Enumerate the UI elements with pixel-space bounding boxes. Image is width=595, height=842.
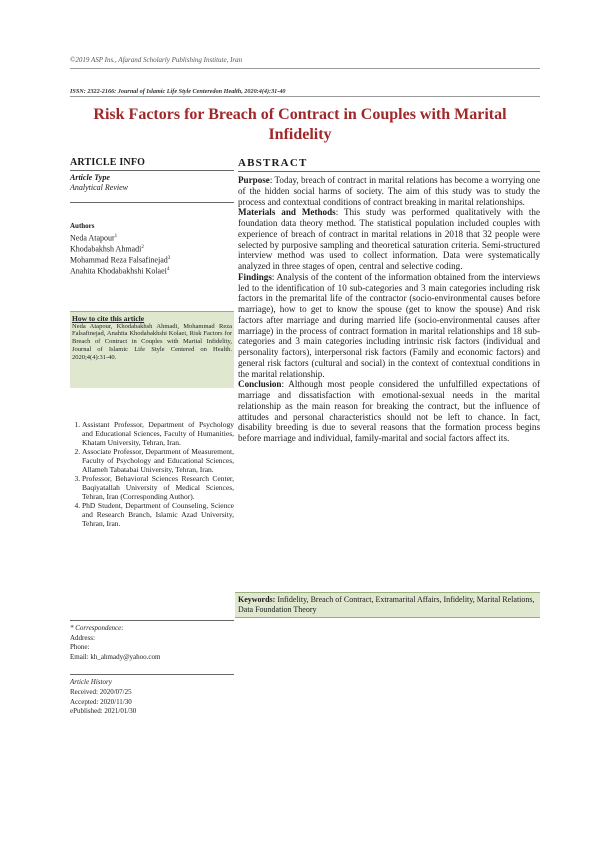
- issn-line: ISSN: 2322-2166: Journal of Islamic Life Style Centeredon Health, 2020:4(4):31-40: [70, 88, 286, 95]
- how-to-cite-heading: How to cite this article: [72, 314, 145, 323]
- citation-text: Neda Atapour, Khodabakhsh Ahmadi, Mohammad Reza Falsafinejad, Anahita Khodabakhshi Kolaei, Risk Factors for Breach of Contract in Couples with Marital Infidelity, Journal of Islamic Life Style Centered on Health. 2020;4(4):31-40.: [72, 322, 232, 361]
- affiliation-item: 4. PhD Student, Department of Counseling, Science and Research Branch, Islamic Azad University, Tehran, Iran.: [82, 501, 234, 528]
- author-item: Khodabakhsh Ahmadi$^2$: [70, 244, 144, 254]
- abstract-purpose: Purpose: Today, breach of contract in marital relations has become a worrying one of the hidden social harms of society. The aim of this study was to study the process and contextual conditions of contract breaking in marital relationships.: [238, 175, 540, 207]
- affiliation-item: 3. Professor, Behavioral Sciences Research Center, Baqiyatallah University of Medical Sciences, Tehran, Iran (Corresponding Author).: [82, 474, 234, 501]
- correspondence-rule: [70, 620, 234, 621]
- keywords-text: Infidelity, Breach of Contract, Extramarital Affairs, Infidelity, Marital Relations, Data Foundation Theory: [238, 595, 535, 614]
- header-rule: [70, 68, 540, 69]
- abstract-findings: Findings: Analysis of the content of the information obtained from the interviews led to the identification of 10 sub-categories and 3 main categories including risk factors in the premarital life of the contractor (socio-environmental causes before marriage), how to get to know the spouse (get to know the spouse) And risk factors after marriage and during married life (socio-environmental causes after marriage) in the process of contract formation in marital relationships and 18 sub-categories and 3 main categories including intrinsic risk factors (individual and personality factors), interpersonal risk factors (Family and economic factors) and general risk factors (cultural and social) in the context of contextual conditions in the marital relationship.: [238, 271, 540, 379]
- history-rule: [70, 674, 234, 675]
- keywords-box: [235, 592, 540, 618]
- abstract-conclusion: Conclusion: Although most people considered the unfulfilled expectations of marriage and dissatisfaction with emotional-sexual needs in the marital relationship as the main reason for breaking the contract, but the influence of attitudes and personal characteristics should not be left to chance. In fact, disability breeding is due to several reasons that the formation process begins before marriage and individual, family-marital and social factors affect its.: [238, 379, 540, 443]
- abstract-rule: [238, 171, 540, 172]
- author-item: Anahita Khodabakhshi Kolaei$^4$: [70, 267, 170, 276]
- how-to-cite-box: [70, 311, 234, 388]
- author-item: Neda Atapour$^1$: [70, 233, 118, 243]
- affiliations-list: [70, 420, 234, 528]
- abstract-heading: ABSTRACT: [238, 157, 308, 169]
- received-date: Received: 2020/07/25: [70, 687, 132, 696]
- article-info-rule: [70, 170, 234, 171]
- article-info-heading: ARTICLE INFO: [70, 157, 146, 168]
- author-item: Mohammad Reza Falsafinejad$^3$: [70, 255, 171, 265]
- correspondence-label: * Correspondence:: [70, 624, 124, 632]
- authors-label: Authors: [70, 222, 95, 230]
- article-type-value: Analytical Review: [70, 182, 128, 192]
- abstract-body: [238, 175, 540, 444]
- paper-title: Risk Factors for Breach of Contract in Couples with Marital Infidelity: [93, 106, 507, 143]
- email-line: Email: kh_ahmady@yahoo.com: [70, 652, 161, 661]
- authors-block: [70, 222, 234, 277]
- phone-label: Phone:: [70, 643, 90, 652]
- epublished-date: ePublished: 2021/01/30: [70, 707, 137, 716]
- accepted-date: Accepted: 2020/11/30: [70, 697, 132, 706]
- affiliation-item: 2. Associate Professor, Department of Measurement, Faculty of Psychology and Educational Sciences, Allameh Tabatabai University, Tehran, Iran.: [82, 447, 234, 474]
- abstract-block: [238, 157, 540, 444]
- keywords-label: Keywords:: [238, 595, 276, 604]
- abstract-methods: Materials and Methods: This study was performed qualitatively with the foundation data theory method. The statistical population included couples with experience of breach of contract in marital relations in 2018 that 32 people were selected by purposive sampling and theoretical saturation criteria. Semi-structured interview method was used to collect information. Data were systematically analyzed in three stages of open, central and selective coding.: [238, 207, 540, 271]
- issn-rule: [70, 96, 540, 97]
- copyright-line: ©2019 ASP Ins., Afarand Scholarly Publishing Institute, Iran: [70, 56, 243, 64]
- history-label: Article History: [70, 678, 112, 687]
- article-type-label: Article Type: [70, 173, 110, 182]
- article-type-rule: [70, 202, 234, 203]
- correspondence-block: [70, 620, 234, 717]
- article-info-block: [70, 157, 234, 203]
- address-label: Address:: [70, 633, 95, 642]
- affiliation-item: 1. Assistant Professor, Department of Psychology and Educational Sciences, Faculty of Humanities, Khatam University, Tehran, Iran.: [82, 420, 234, 447]
